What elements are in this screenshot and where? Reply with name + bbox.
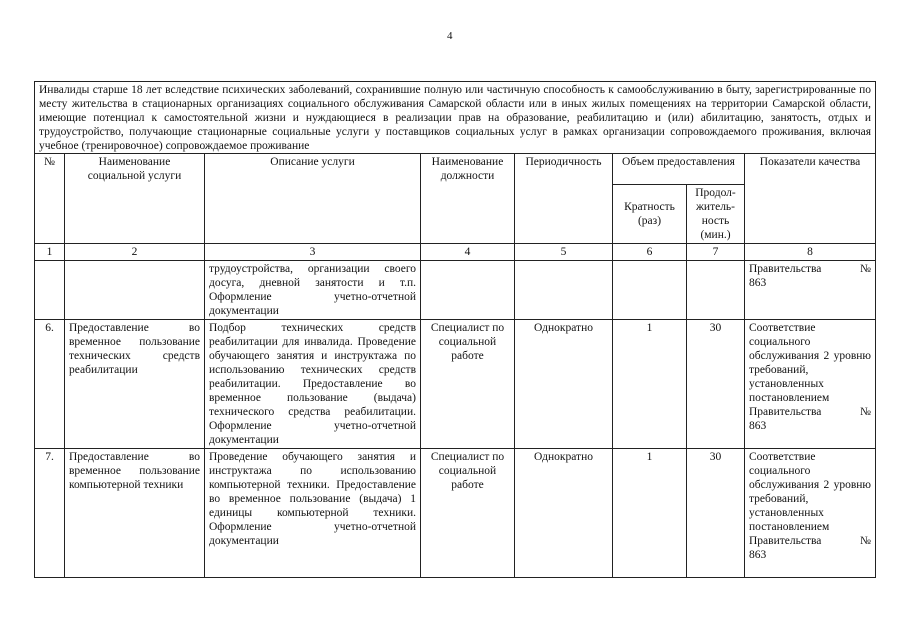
column-number: 5 — [515, 244, 613, 261]
row-multiplicity: 1 — [613, 449, 687, 578]
page-number: 4 — [447, 30, 453, 42]
row-position: Специалист по социальной работе — [421, 320, 515, 449]
header-service-name: Наименование социальной услуги — [65, 154, 205, 244]
column-number: 8 — [745, 244, 876, 261]
column-number: 3 — [205, 244, 421, 261]
row-description: Проведение обучающего занятия и инструктажа по использованию компьютерной техники. Предоставление во временное пользование (выдача) 1 единицы компьютерной техники. Оформление учетно-отчетной документации — [205, 449, 421, 578]
header-quality: Показатели качества — [745, 154, 876, 244]
column-number: 7 — [687, 244, 745, 261]
column-number: 1 — [35, 244, 65, 261]
header-description: Описание услуги — [205, 154, 421, 244]
column-number: 2 — [65, 244, 205, 261]
row-num: 6. — [35, 320, 65, 449]
row-position: Специалист по социальной работе — [421, 449, 515, 578]
row-service-name: Предоставление во временное пользование технических средств реабилитации — [65, 320, 205, 449]
table-row — [35, 449, 876, 578]
continuation-description: трудоустройства, организации своего досуга, дневной занятости и т.п. Оформление учетно-отчетной документации — [205, 261, 421, 320]
column-number: 6 — [613, 244, 687, 261]
row-service-name: Предоставление во временное пользование компьютерной техники — [65, 449, 205, 578]
row-duration: 30 — [687, 320, 745, 449]
column-numbers-row — [35, 244, 876, 261]
header-multiplicity: Кратность (раз) — [613, 185, 687, 244]
row-duration: 30 — [687, 449, 745, 578]
row-multiplicity: 1 — [613, 320, 687, 449]
row-quality: Соответствие социального обслуживания 2 уровню требований, установленных постановлением Правительства № 863 — [745, 320, 876, 449]
row-num: 7. — [35, 449, 65, 578]
row-description: Подбор технических средств реабилитации для инвалида. Проведение обучающего занятия и инструктажа по использованию технических средств реабилитации. Предоставление во временное пользование (выдача) технического средства реабилитации. Оформление учетно-отчетной документации — [205, 320, 421, 449]
header-row — [35, 154, 876, 185]
header-duration: Продол-житель-ность (мин.) — [687, 185, 745, 244]
row-quality: Соответствие социального обслуживания 2 уровню требований, установленных постановлением Правительства № 863 — [745, 449, 876, 578]
row-periodicity: Однократно — [515, 320, 613, 449]
services-table — [34, 81, 876, 578]
header-position: Наименование должности — [421, 154, 515, 244]
header-periodicity: Периодичность — [515, 154, 613, 244]
banner-row — [35, 82, 876, 154]
row-periodicity: Однократно — [515, 449, 613, 578]
column-number: 4 — [421, 244, 515, 261]
continuation-quality: Правительства № 863 — [745, 261, 876, 320]
header-num: № — [35, 154, 65, 244]
continuation-row — [35, 261, 876, 320]
header-volume: Объем предоставления — [613, 154, 745, 185]
table-row — [35, 320, 876, 449]
recipient-category-text: Инвалиды старше 18 лет вследствие психических заболеваний, сохранившие полную или частичную способность к самообслуживанию в быту, зарегистрированные по месту жительства в стационарных организациях социального обслуживания Самарской области или в иных жилых помещениях на территории Самарской области, имеющие потенциал к самостоятельной жизни и нуждающиеся в реализации прав на образование, реабилитацию и (или) абилитацию, занятость, отдых и трудоустройство, получающие стационарные социальные услуги у поставщиков социальных услуг в рамках организации сопровождаемого проживания, включая учебное (тренировочное) сопровождаемое проживание — [35, 82, 876, 154]
